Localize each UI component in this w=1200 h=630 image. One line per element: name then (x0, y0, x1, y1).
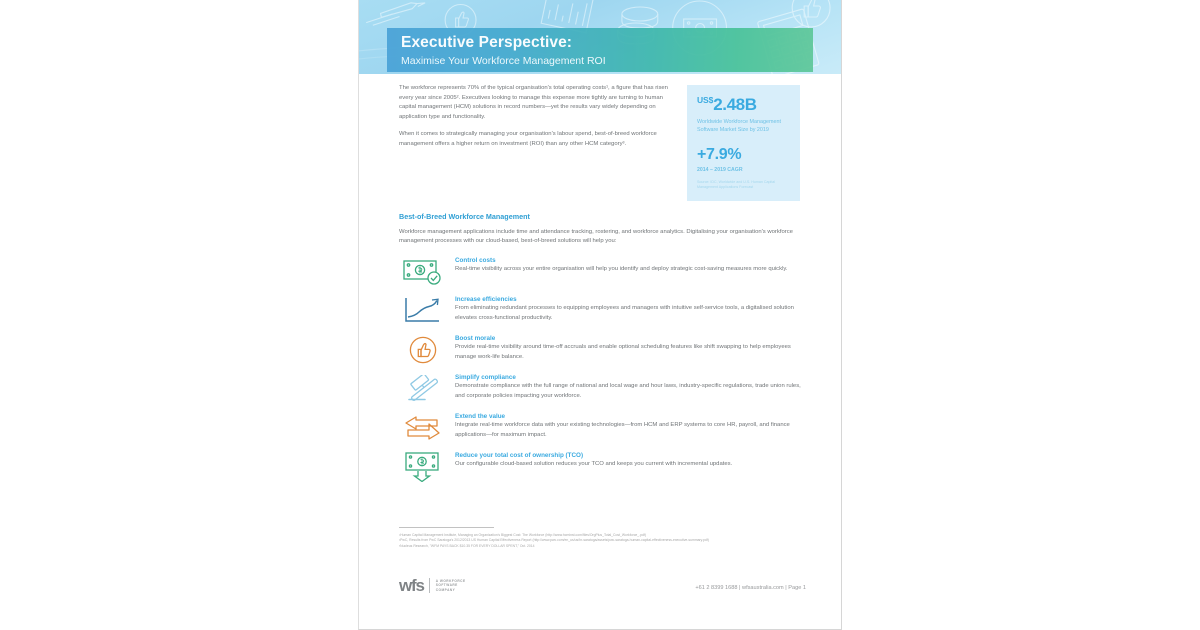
stat-growth-label: 2014 – 2019 CAGR (697, 166, 743, 173)
intro-section (399, 84, 806, 201)
intro-text-column (399, 84, 677, 157)
footnotes-list (399, 533, 806, 550)
line-chart-growth-icon (399, 295, 447, 327)
logo-tagline-line-2: SOFTWARE (435, 583, 458, 588)
logo-tagline-line-3: COMPANY (435, 588, 456, 593)
list-item (399, 334, 806, 366)
benefit-text (455, 295, 806, 323)
page-title: Executive Perspective: (401, 34, 573, 51)
footnote-divider (399, 527, 494, 528)
stat-source-note: Source: IDC, Worldwide and U.S. Human Capital Management Applications Forecast (697, 179, 776, 190)
benefit-text (455, 256, 806, 275)
stat-primary-value (697, 96, 791, 114)
stat-currency: US$ (697, 95, 714, 105)
benefit-text (455, 412, 806, 440)
footnote-item: ²PwC, Results from PwC Saratoga's 2012/2013 US Human Capital Effectiveness Report (http://www.pwc.com/en_us/us/hr-saratoga/assets/pwc-saratoga-human-capital-effectiveness-executive-summary.pdf) (399, 538, 709, 543)
stat-growth-value: +7.9% (697, 145, 742, 163)
page-gutter-right (842, 0, 1200, 630)
banknote-down-arrow-icon (399, 451, 447, 483)
intro-paragraph-1: The workforce represents 70% of the typical organisation's total operating costs¹, a figure that has risen every year since 2005². Executives looking to manage this expense more tightly are turning to human capital management (HCM) solutions in record numbers—yet the results vary widely depending on application type and functionality. (399, 85, 668, 120)
benefit-text (455, 451, 806, 470)
benefit-body: Real-time visibility across your entire organisation will help you identify and deploy strategic cost-saving measures more quickly. (455, 266, 788, 273)
benefit-heading: Reduce your total cost of ownership (TCO) (455, 451, 584, 459)
banner-title-bar (387, 28, 813, 72)
gavel-icon (399, 373, 447, 405)
benefit-body: From eliminating redundant processes to equipping employees and managers with intuitive self-service tools, a digitalised solution elevates cross-functional productivity. (455, 305, 794, 321)
footnote-item: ¹Human Capital Management Institute, Managing an Organization's Biggest Cost: The Workforce (http://www.hcminst.com/files/OrgPlus_Total_Cost_Workforce_.pdf) (399, 532, 646, 537)
benefit-heading: Increase efficiencies (455, 295, 517, 303)
header-banner (359, 0, 841, 74)
section-heading: Best-of-Breed Workforce Management (399, 211, 530, 221)
document-page (358, 0, 842, 630)
benefit-heading: Control costs (455, 256, 496, 264)
logo-tagline (436, 579, 466, 594)
section-intro-paragraph: Workforce management applications include time and attendance tracking, rostering, and workforce analytics. Digitalising your organisation's workforce management processes with our cloud-based, best-of-breed solutions will help you: (399, 228, 793, 245)
benefit-heading: Extend the value (455, 412, 506, 420)
list-item (399, 256, 806, 288)
benefit-body: Provide real-time visibility around time-off accruals and enable optional scheduling features like shift swapping to help employees manage work-life balance. (455, 344, 791, 360)
intro-paragraph-2: When it comes to strategically managing your organisation's labour spend, best-of-breed workforce management offers a higher return on investment (ROI) than any other HCM category³. (399, 131, 657, 147)
benefits-list (399, 256, 806, 483)
stat-number: 2.48B (713, 95, 757, 114)
list-item (399, 451, 806, 483)
logo-wordmark: wfs (399, 576, 424, 596)
footnote-item: ³Nucleus Research, "WFM PAYS BACK $10.35 FOR EVERY DOLLAR SPENT," Oct. 2014 (399, 544, 535, 549)
thumbs-up-circle-icon-2 (792, 0, 830, 27)
thumbs-up-circle-icon (399, 334, 447, 366)
wfs-logo (399, 577, 466, 594)
banknote-check-icon (399, 256, 447, 288)
logo-divider (429, 578, 430, 593)
page-subtitle: Maximise Your Workforce Management ROI (401, 54, 606, 67)
list-item (399, 295, 806, 327)
stat-primary-label: Worldwide Workforce Management Software Market Size by 2019 (697, 119, 781, 134)
pen-icon (364, 0, 427, 27)
benefit-text (455, 334, 806, 362)
document-body (359, 74, 841, 612)
footer-contact-info: +61 2 8399 1688 | wfsaustralia.com | Page 1 (695, 585, 806, 592)
stat-callout-card (687, 85, 800, 201)
benefit-heading: Boost morale (455, 334, 496, 342)
list-item (399, 373, 806, 405)
benefit-text (455, 373, 806, 401)
benefit-body: Integrate real-time workforce data with your existing technologies—from HCM and ERP systems to core HR, payroll, and finance applications—for maximum impact. (455, 422, 790, 438)
page-gutter-left (0, 0, 358, 630)
benefit-heading: Simplify compliance (455, 373, 516, 381)
bidirectional-arrows-icon (399, 412, 447, 444)
benefit-body: Our configurable cloud-based solution reduces your TCO and keeps you current with incremental updates. (455, 461, 733, 468)
logo-tagline-line-1: A WORKFORCE (435, 578, 466, 583)
page-footer (399, 577, 806, 612)
benefit-body: Demonstrate compliance with the full range of national and local wage and hour laws, industry-specific regulations, trade union rules, and corporate policies impacting your workforce. (455, 383, 801, 399)
list-item (399, 412, 806, 444)
